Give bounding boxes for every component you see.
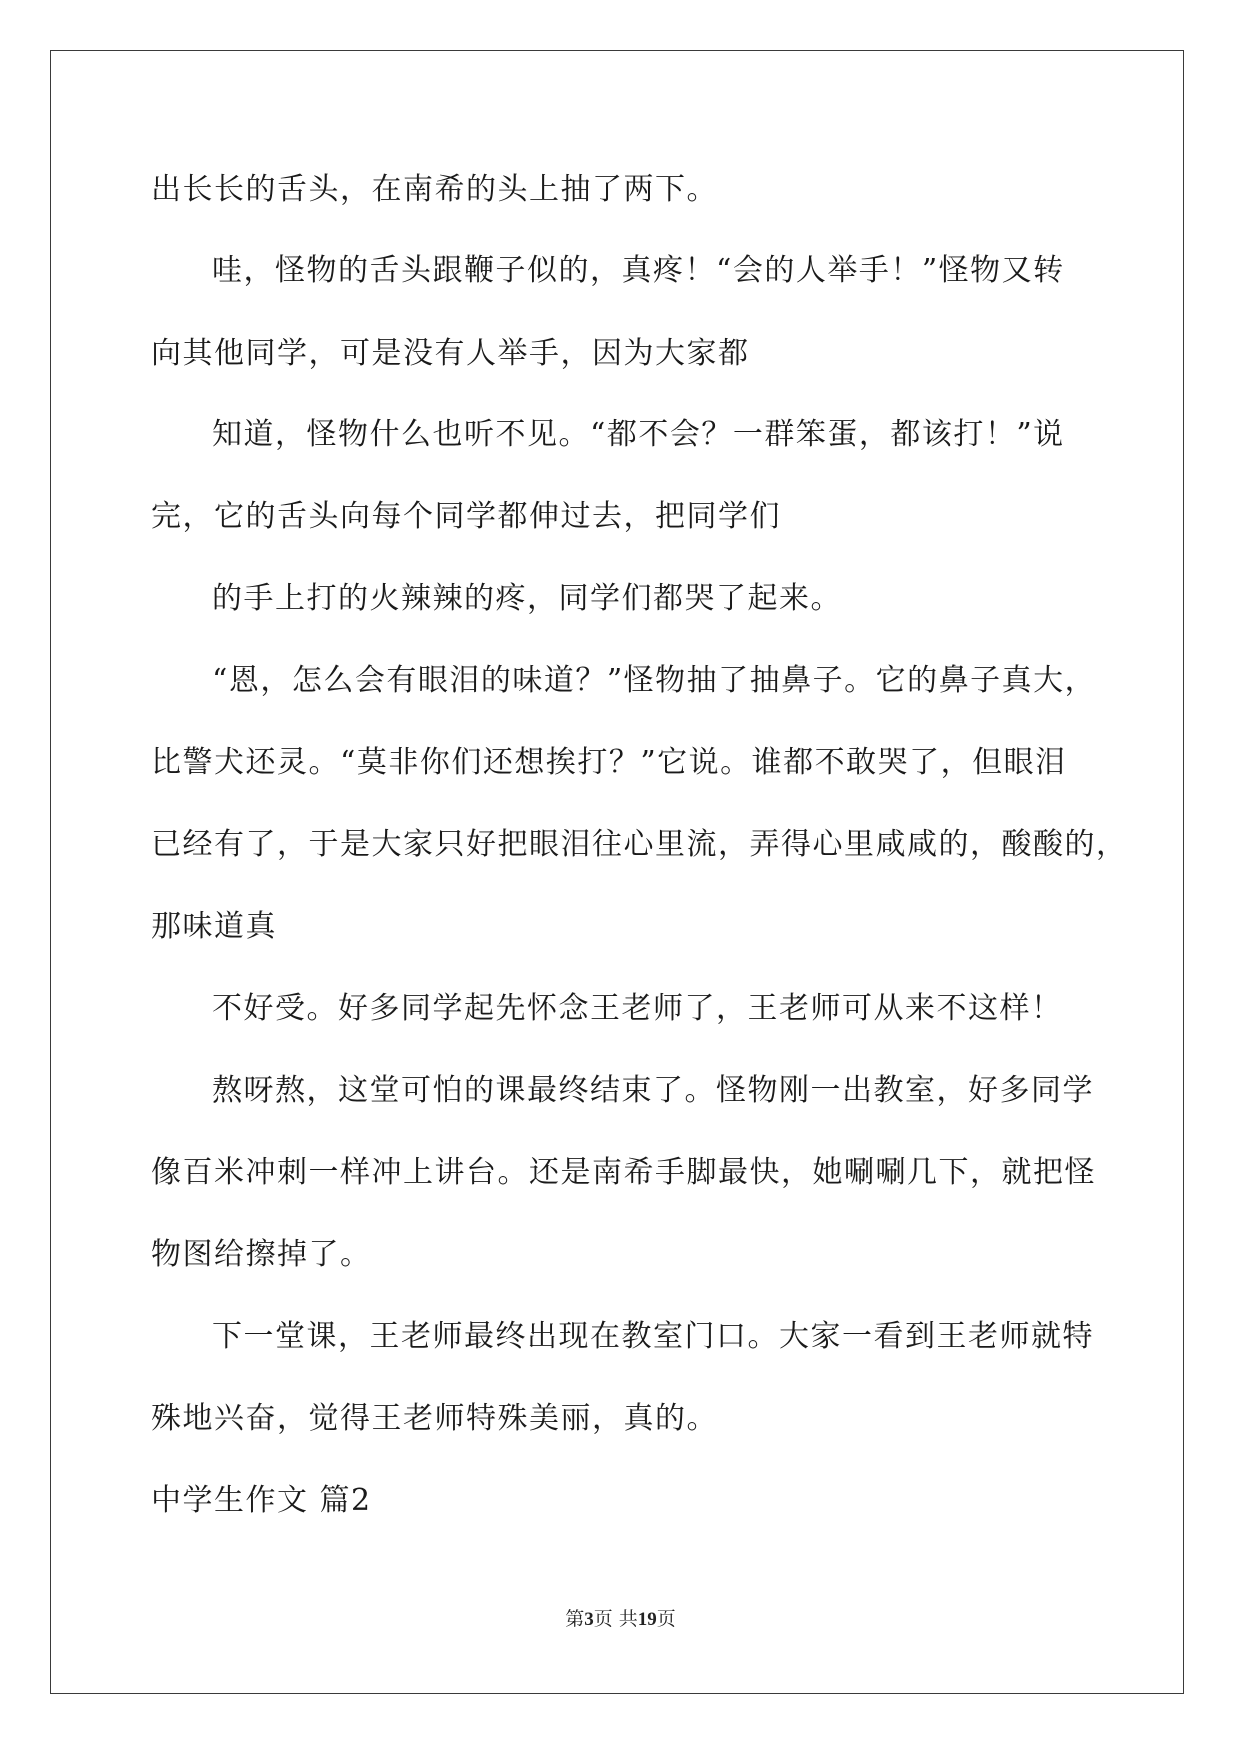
page-border (50, 50, 1184, 1694)
text-line: 比警犬还灵。“莫非你们还想挨打？”它说。谁都不敢哭了，但眼泪 (151, 745, 1067, 780)
text-line: 完，它的舌头向每个同学都伸过去，把同学们 (151, 499, 781, 534)
text-line: 物图给擦掉了。 (151, 1237, 372, 1272)
footer-page-suffix: 页 (656, 1608, 676, 1630)
page-footer (0, 1606, 1241, 1633)
section-heading: 中学生作文 篇2 (151, 1483, 372, 1518)
text-line: 不好受。好多同学起先怀念王老师了，王老师可从来不这样！ (212, 991, 1063, 1026)
text-line: 知道，怪物什么也听不见。“都不会？一群笨蛋，都该打！”说 (212, 417, 1065, 452)
text-line: 出长长的舌头，在南希的头上抽了两下。 (151, 172, 718, 207)
footer-total-pages: 19 (637, 1609, 657, 1630)
text-line: 哇，怪物的舌头跟鞭子似的，真疼！“会的人举手！”怪物又转 (212, 253, 1065, 288)
text-line: 熬呀熬，这堂可怕的课最终结束了。怪物刚一出教室，好多同学 (212, 1073, 1094, 1108)
text-line: “恩，怎么会有眼泪的味道？”怪物抽了抽鼻子。它的鼻子真大， (212, 663, 1097, 698)
text-line: 向其他同学，可是没有人举手，因为大家都 (151, 336, 750, 371)
text-line: 像百米冲刺一样冲上讲台。还是南希手脚最快，她唰唰几下，就把怪 (151, 1155, 1096, 1190)
text-line: 殊地兴奋，觉得王老师特殊美丽，真的。 (151, 1401, 718, 1436)
text-line: 已经有了，于是大家只好把眼泪往心里流，弄得心里咸咸的，酸酸的， (151, 827, 1128, 862)
text-line: 那味道真 (151, 909, 277, 944)
footer-page-mid: 页 共 (593, 1608, 638, 1630)
text-line: 的手上打的火辣辣的疼，同学们都哭了起来。 (212, 581, 842, 616)
footer-page-prefix: 第 (565, 1608, 585, 1630)
text-line: 下一堂课，王老师最终出现在教室门口。大家一看到王老师就特 (212, 1319, 1094, 1354)
footer-current-page: 3 (584, 1609, 594, 1630)
